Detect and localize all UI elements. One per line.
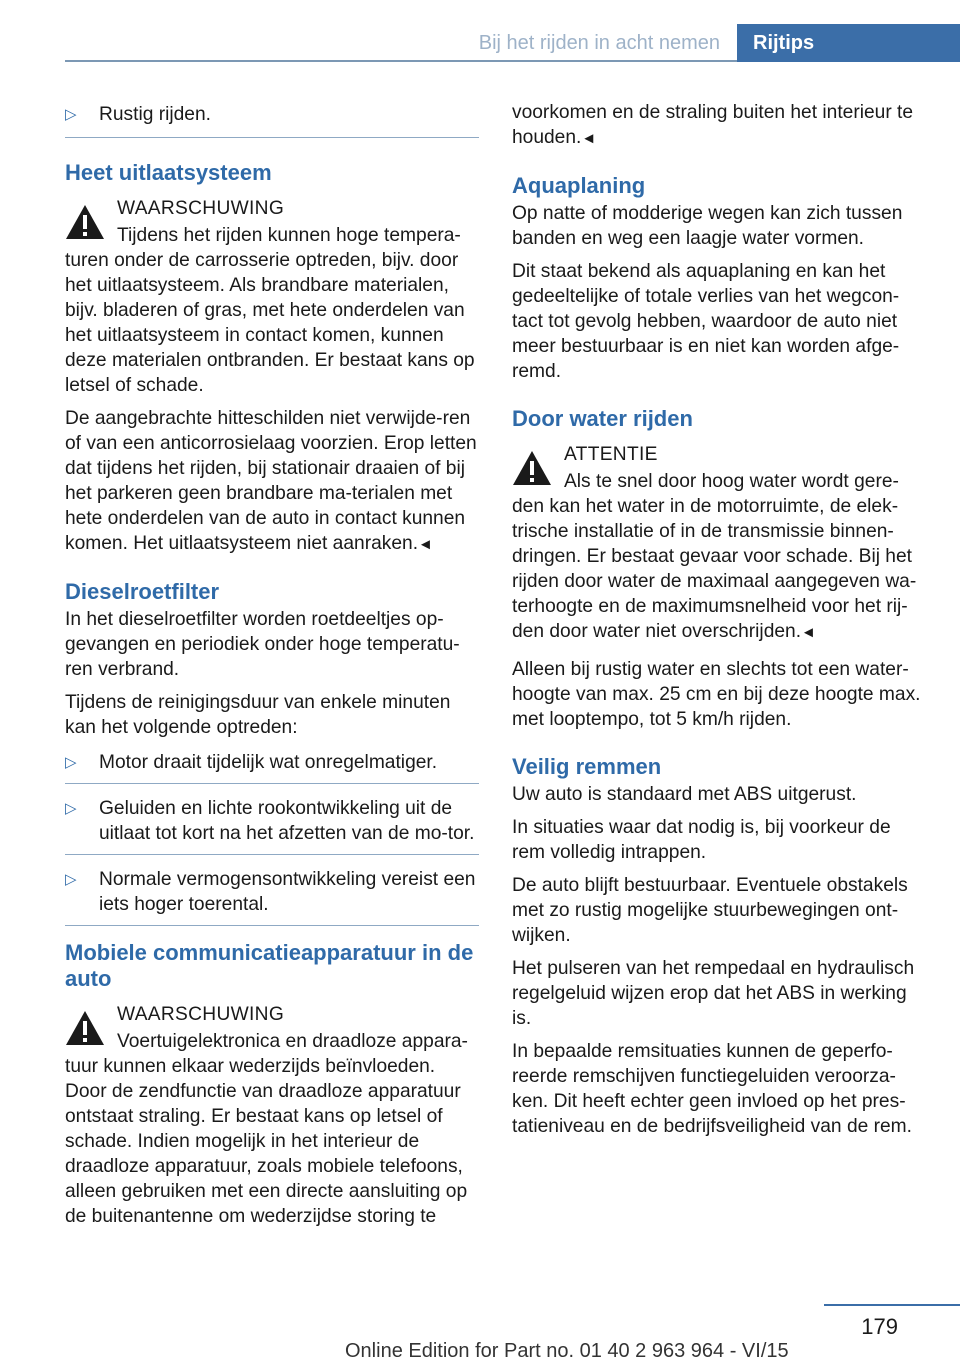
warning-triangle-icon: [65, 204, 105, 240]
right-column: [512, 100, 926, 1147]
triangle-bullet-icon: ▷: [65, 800, 77, 817]
list-item: ▷ Normale vermogensontwikkeling vereist een iets hoger toerental.: [65, 865, 479, 926]
attention-block: [512, 442, 926, 645]
list-item: ▷ Motor draait tijdelijk wat onregelmatiger.: [65, 748, 479, 784]
paragraph: Alleen bij rustig water en slechts tot een water-hoogte van max. 25 cm en bij deze hoogte max. met looptempo, tot 5 km/h rijden.: [512, 659, 921, 730]
warning-text: Voertuigelektronica en draadloze appara-tuur kunnen elkaar wederzijds beïnvloeden. Door de zendfunctie van draadloze apparatuur ontstaat straling. Er bestaat kans op letsel of schade. Indien mogelijk in het interieur de draadloze apparatuur, zoals mobiele telefoons, alleen gebruiken met een directe aansluiting op de buitenantenne om wederzijdse storing te: [65, 1031, 468, 1227]
end-mark: ◄: [418, 536, 433, 553]
heading-dieselroetfilter: Dieselroetfilter: [65, 579, 220, 604]
left-column: [65, 100, 479, 1237]
end-mark: ◄: [801, 624, 816, 641]
warning-block: [65, 1002, 479, 1229]
paragraph: Dit staat bekend als aquaplaning en kan het gedeeltelijke of totale verlies van het wegcon-tact tot gevolg hebben, waardoor de auto niet meer bestuurbaar is en niet kan worden afge-remd.: [512, 261, 900, 382]
paragraph: Uw auto is standaard met ABS uitgerust.: [512, 784, 857, 805]
warning-label: WAARSCHUWING: [117, 1004, 285, 1025]
paragraph: In het dieselroetfilter worden roetdeeltjes op-gevangen en periodiek onder hoge temperatu-ren verbrand.: [65, 609, 460, 680]
warning-triangle-icon: [65, 1010, 105, 1046]
heading-heet-uitlaatsysteem: Heet uitlaatsysteem: [65, 160, 272, 185]
paragraph: De auto blijft bestuurbaar. Eventuele obstakels met zo rustig mogelijke stuurbewegingen ont-wijken.: [512, 875, 908, 946]
paragraph: Op natte of modderige wegen kan zich tussen banden en weg een laagje water vormen.: [512, 203, 903, 249]
attention-text: Als te snel door hoog water wordt gere-den kan het water in de motorruimte, de elek-trische installatie of in de transmissie binnen-dringen. Er bestaat gevaar voor schade. Bij het rijden door water de maximaal aangegeven wa-terhoogte en de maximumsnelheid voor het rij-den door water niet overschrijden.◄: [512, 471, 917, 642]
triangle-bullet-icon: ▷: [65, 871, 77, 888]
warning-triangle-icon: [512, 450, 552, 486]
warning-block: [65, 196, 479, 398]
header-chapter-tab: Rijtips: [737, 24, 960, 62]
footer-rule: [824, 1304, 960, 1306]
triangle-bullet-icon: ▷: [65, 106, 77, 123]
page-number: 179: [861, 1314, 898, 1339]
warning-text: Tijdens het rijden kunnen hoge tempera-turen onder de carrosserie optreden, bijv. door het uitlaatsysteem. Als brandbare materialen, bijv. bladeren of gras, met hete onderdelen van het uitlaatsysteem in contact komen, kunnen deze materialen ontbranden. Er bestaat kans op letsel of schade.: [65, 225, 475, 396]
footer-edition: Online Edition for Part no. 01 40 2 963 964 - VI/15: [345, 1340, 789, 1362]
list-item: ▷ Rustig rijden.: [65, 100, 479, 138]
heading-aquaplaning: Aquaplaning: [512, 173, 646, 198]
end-mark: ◄: [581, 130, 597, 147]
paragraph: Het pulseren van het rempedaal en hydraulisch regelgeluid wijzen erop dat het ABS in werking is.: [512, 958, 915, 1029]
attention-label: ATTENTIE: [564, 444, 658, 465]
triangle-bullet-icon: ▷: [65, 754, 77, 771]
list-item: ▷ Geluiden en lichte rookontwikkeling uit de uitlaat tot kort na het afzetten van de mo-tor.: [65, 794, 479, 855]
warning-label: WAARSCHUWING: [117, 198, 285, 219]
heading-door-water-rijden: Door water rijden: [512, 406, 693, 431]
paragraph: Tijdens de reinigingsduur van enkele minuten kan het volgende optreden:: [65, 692, 451, 738]
paragraph: In situaties waar dat nodig is, bij voorkeur de rem volledig intrappen.: [512, 817, 891, 863]
paragraph: De aangebrachte hitteschilden niet verwijde-ren of van een anticorrosielaag voorzien. Erop letten dat tijdens het rijden, bij stationair draaien of bij het parkeren geen brandbare ma-terialen met hete onderdelen van de auto in contact kunnen komen. Het uitlaatsysteem niet aanraken.◄: [65, 408, 477, 554]
header-section-title: Bij het rijden in acht nemen: [478, 31, 720, 54]
paragraph: voorkomen en de straling buiten het interieur te houden.◄: [512, 102, 914, 148]
heading-veilig-remmen: Veilig remmen: [512, 754, 662, 779]
heading-mobiele-communicatie: Mobiele communicatieapparatuur in de auto: [65, 940, 474, 991]
paragraph: In bepaalde remsituaties kunnen de geperfo-reerde remschijven functiegeluiden veroorza-ken. Dit heeft echter geen invloed op het pres-tatieniveau en de bedrijfsveiligheid van de rem.: [512, 1041, 912, 1137]
